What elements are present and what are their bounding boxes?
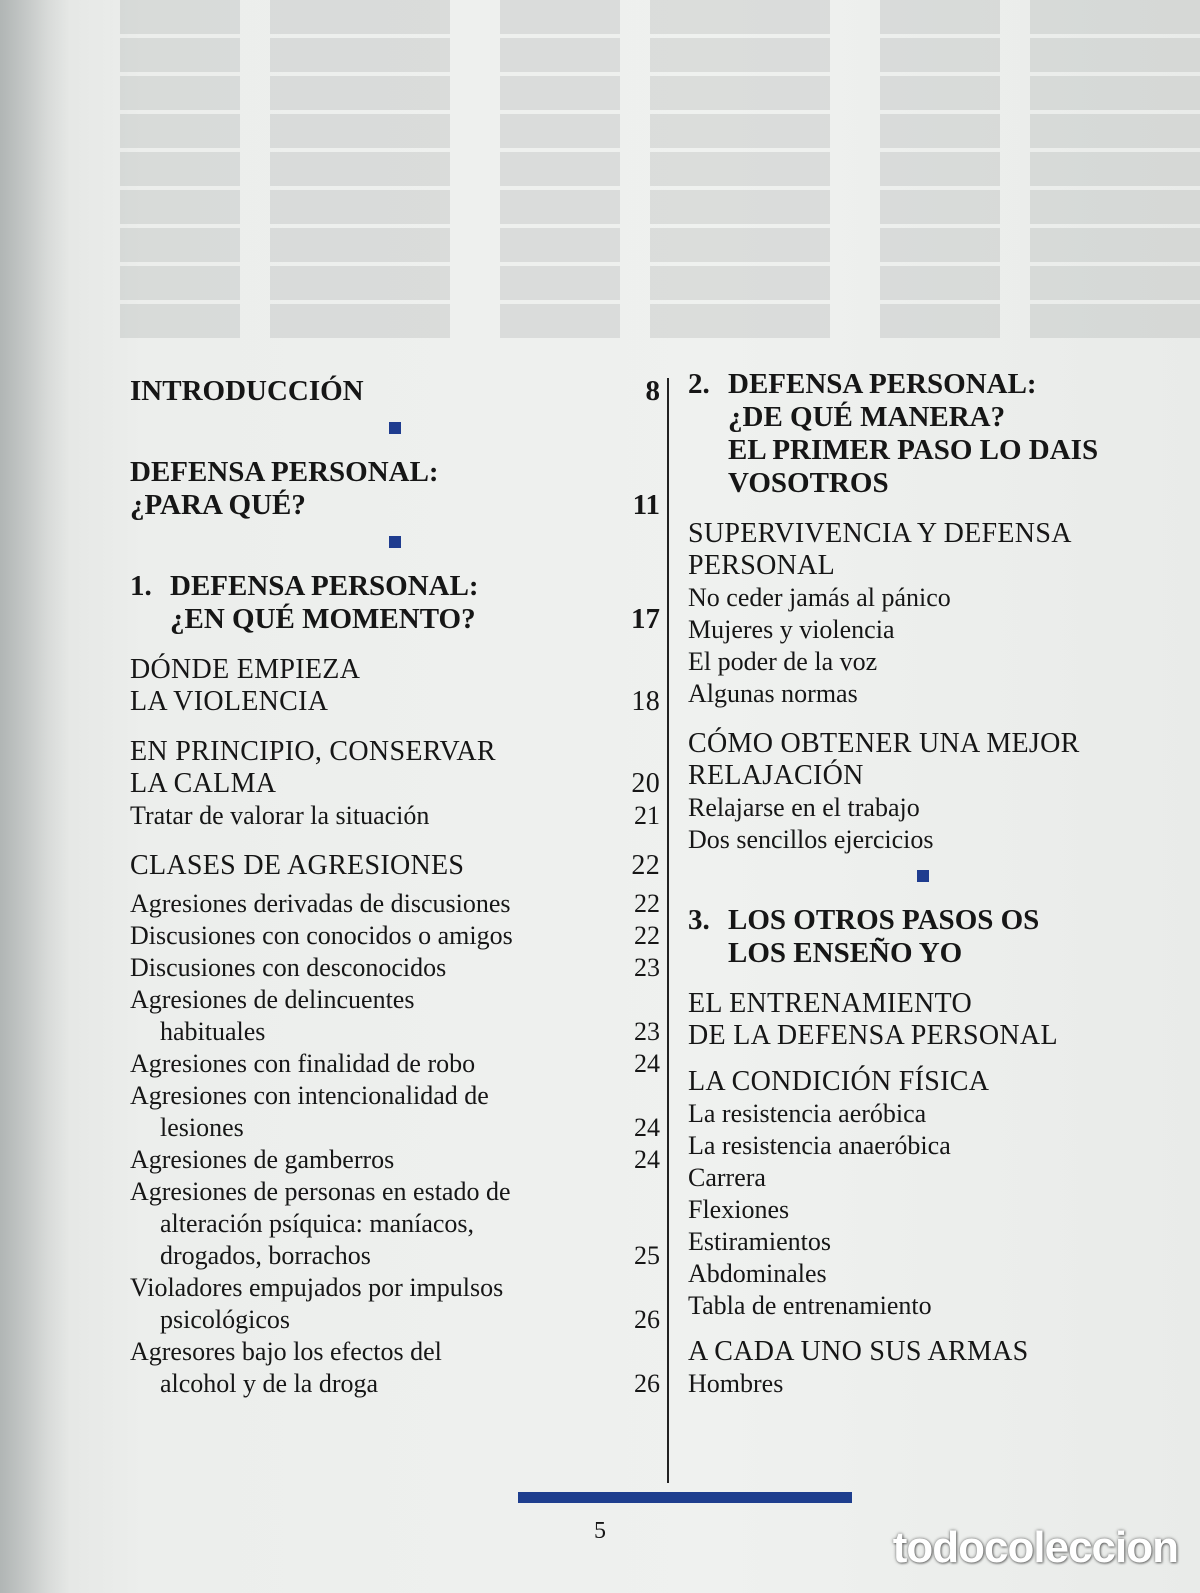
toc-chapter-1 — [130, 570, 660, 636]
toc-subentry — [130, 888, 660, 920]
toc-entry-tratar — [130, 800, 660, 832]
toc-entry-title-line: DÓNDE EMPIEZA — [130, 654, 361, 685]
toc-page-number: 21 — [634, 801, 660, 830]
toc-entry-title: INTRODUCCIÓN — [130, 375, 364, 407]
toc-subentry: Flexiones — [688, 1195, 790, 1224]
toc-entry-donde — [130, 654, 660, 718]
toc-entry-title-line: habituales — [160, 1017, 266, 1046]
toc-page-number: 18 — [631, 686, 660, 717]
toc-entry-title-line: lesiones — [160, 1113, 244, 1142]
toc-entry-title-line: psicológicos — [160, 1305, 290, 1334]
toc-entry-title-line: ¿DE QUÉ MANERA? — [728, 401, 1006, 433]
toc-right-column — [688, 368, 1158, 1400]
toc-subentry-psiquica — [130, 1176, 660, 1272]
toc-page-number: 17 — [631, 603, 660, 635]
toc-page-number: 24 — [634, 1145, 660, 1174]
toc-page-number: 26 — [634, 1305, 660, 1334]
toc-subentry: Mujeres y violencia — [688, 615, 895, 644]
toc-entry-title: Agresiones con finalidad de robo — [130, 1049, 476, 1078]
toc-subentry — [130, 920, 660, 952]
toc-entry-armas: A CADA UNO SUS ARMAS — [688, 1336, 1029, 1367]
toc-entry-title-line: drogados, borrachos — [160, 1241, 371, 1270]
toc-left-column — [130, 375, 660, 1400]
toc-subentry: Estiramientos — [688, 1227, 831, 1256]
toc-entry-supervivencia — [688, 518, 1158, 582]
toc-subentry: Carrera — [688, 1163, 766, 1192]
toc-entry-title-line: DEFENSA PERSONAL: — [170, 570, 479, 602]
toc-page-number: 26 — [634, 1369, 660, 1398]
chapter-number: 3. — [688, 904, 710, 936]
toc-entry-calma — [130, 736, 660, 800]
show-through-text — [120, 0, 1200, 360]
toc-entry-title: CLASES DE AGRESIONES — [130, 850, 465, 881]
toc-page-number: 24 — [634, 1113, 660, 1142]
toc-entry-title: Discusiones con conocidos o amigos — [130, 921, 513, 950]
toc-subentry: La resistencia aeróbica — [688, 1099, 927, 1128]
toc-entry-title-line: Violadores empujados por impulsos — [130, 1273, 504, 1302]
toc-entry-title-line: DEFENSA PERSONAL: — [728, 368, 1037, 400]
toc-subentry — [130, 952, 660, 984]
toc-subentry: Dos sencillos ejercicios — [688, 825, 934, 854]
toc-entry-title-line: alcohol y de la droga — [160, 1369, 379, 1398]
toc-entry-title-line: DE LA DEFENSA PERSONAL — [688, 1020, 1058, 1051]
toc-entry-title-line: PERSONAL — [688, 550, 836, 581]
toc-chapter-2 — [688, 368, 1158, 500]
toc-entry-title-line: ¿PARA QUÉ? — [130, 489, 306, 521]
toc-page-number: 23 — [634, 953, 660, 982]
toc-subentry-gamberros — [130, 1144, 660, 1176]
toc-subentry: El poder de la voz — [688, 647, 878, 676]
toc-subentry: Abdominales — [688, 1259, 827, 1288]
toc-entry-title-line: Agresiones de delincuentes — [130, 985, 415, 1014]
toc-subentry-violadores — [130, 1272, 660, 1336]
toc-entry-title-line: ¿EN QUÉ MOMENTO? — [170, 603, 476, 635]
toc-page-number: 24 — [634, 1049, 660, 1078]
toc-page-number: 11 — [632, 489, 660, 521]
toc-entry-intro — [130, 375, 660, 408]
watermark-logo: todocoleccion — [892, 1523, 1178, 1572]
toc-page-number: 22 — [634, 889, 660, 918]
toc-entry-title-line: EL PRIMER PASO LO DAIS — [728, 434, 1099, 466]
toc-entry-clases — [130, 850, 660, 882]
toc-entry-title-line: Agresiones de personas en estado de — [130, 1177, 511, 1206]
toc-subentry: Tabla de entrenamiento — [688, 1291, 932, 1320]
toc-entry-title-line: RELAJACIÓN — [688, 760, 864, 791]
toc-entry-entrenamiento — [688, 988, 1158, 1052]
section-bullet-square — [389, 536, 401, 548]
toc-subentry: No ceder jamás al pánico — [688, 583, 951, 612]
toc-page-number: 20 — [631, 768, 660, 799]
section-bullet-square — [389, 422, 401, 434]
toc-subentry-robo — [130, 1048, 660, 1080]
toc-page-number: 22 — [631, 850, 660, 881]
section-bullet-square — [917, 870, 929, 882]
toc-entry-title-line: LOS OTROS PASOS OS — [728, 904, 1040, 936]
page-number: 5 — [594, 1518, 606, 1544]
toc-chapter-3 — [688, 904, 1158, 970]
toc-entry-title: Tratar de valorar la situación — [130, 801, 430, 830]
toc-entry-title-line: Agresores bajo los efectos del — [130, 1337, 442, 1366]
toc-entry-title-line: EN PRINCIPIO, CONSERVAR — [130, 736, 496, 767]
chapter-number: 2. — [688, 368, 710, 400]
toc-subentry-alcohol — [130, 1336, 660, 1400]
toc-page-number: 22 — [634, 921, 660, 950]
toc-entry-title-line: EL ENTRENAMIENTO — [688, 988, 972, 1019]
toc-subentry: Hombres — [688, 1369, 784, 1398]
footer-blue-bar — [518, 1492, 852, 1503]
toc-subentry: La resistencia anaeróbica — [688, 1131, 951, 1160]
page-gutter-shadow — [0, 0, 70, 1593]
toc-entry-title-line: LA VIOLENCIA — [130, 686, 329, 717]
toc-entry-title: Agresiones de gamberros — [130, 1145, 395, 1174]
toc-subentry-lesiones — [130, 1080, 660, 1144]
chapter-number: 1. — [130, 570, 152, 602]
toc-subentry: Algunas normas — [688, 679, 858, 708]
toc-page-number: 23 — [634, 1017, 660, 1046]
toc-subentry-delincuentes — [130, 984, 660, 1048]
toc-entry-para-que — [130, 456, 660, 522]
toc-entry-title-line: VOSOTROS — [728, 467, 889, 499]
toc-page-number: 8 — [645, 375, 660, 407]
toc-entry-title-line: alteración psíquica: maníacos, — [160, 1209, 475, 1238]
column-divider — [667, 378, 669, 1483]
toc-entry-title-line: Agresiones con intencionalidad de — [130, 1081, 489, 1110]
toc-entry-title-line: CÓMO OBTENER UNA MEJOR — [688, 728, 1080, 759]
toc-entry-title-line: LOS ENSEÑO YO — [728, 937, 963, 969]
toc-entry-title-line: LA CALMA — [130, 768, 277, 799]
toc-entry-title: Agresiones derivadas de discusiones — [130, 889, 511, 918]
toc-entry-relajacion — [688, 728, 1158, 792]
toc-entry-title-line: DEFENSA PERSONAL: — [130, 456, 439, 488]
toc-entry-title-line: SUPERVIVENCIA Y DEFENSA — [688, 518, 1072, 549]
toc-entry-condicion: LA CONDICIÓN FÍSICA — [688, 1066, 990, 1097]
toc-entry-title: Discusiones con desconocidos — [130, 953, 447, 982]
toc-page-number: 25 — [634, 1241, 660, 1270]
toc-subentry: Relajarse en el trabajo — [688, 793, 920, 822]
